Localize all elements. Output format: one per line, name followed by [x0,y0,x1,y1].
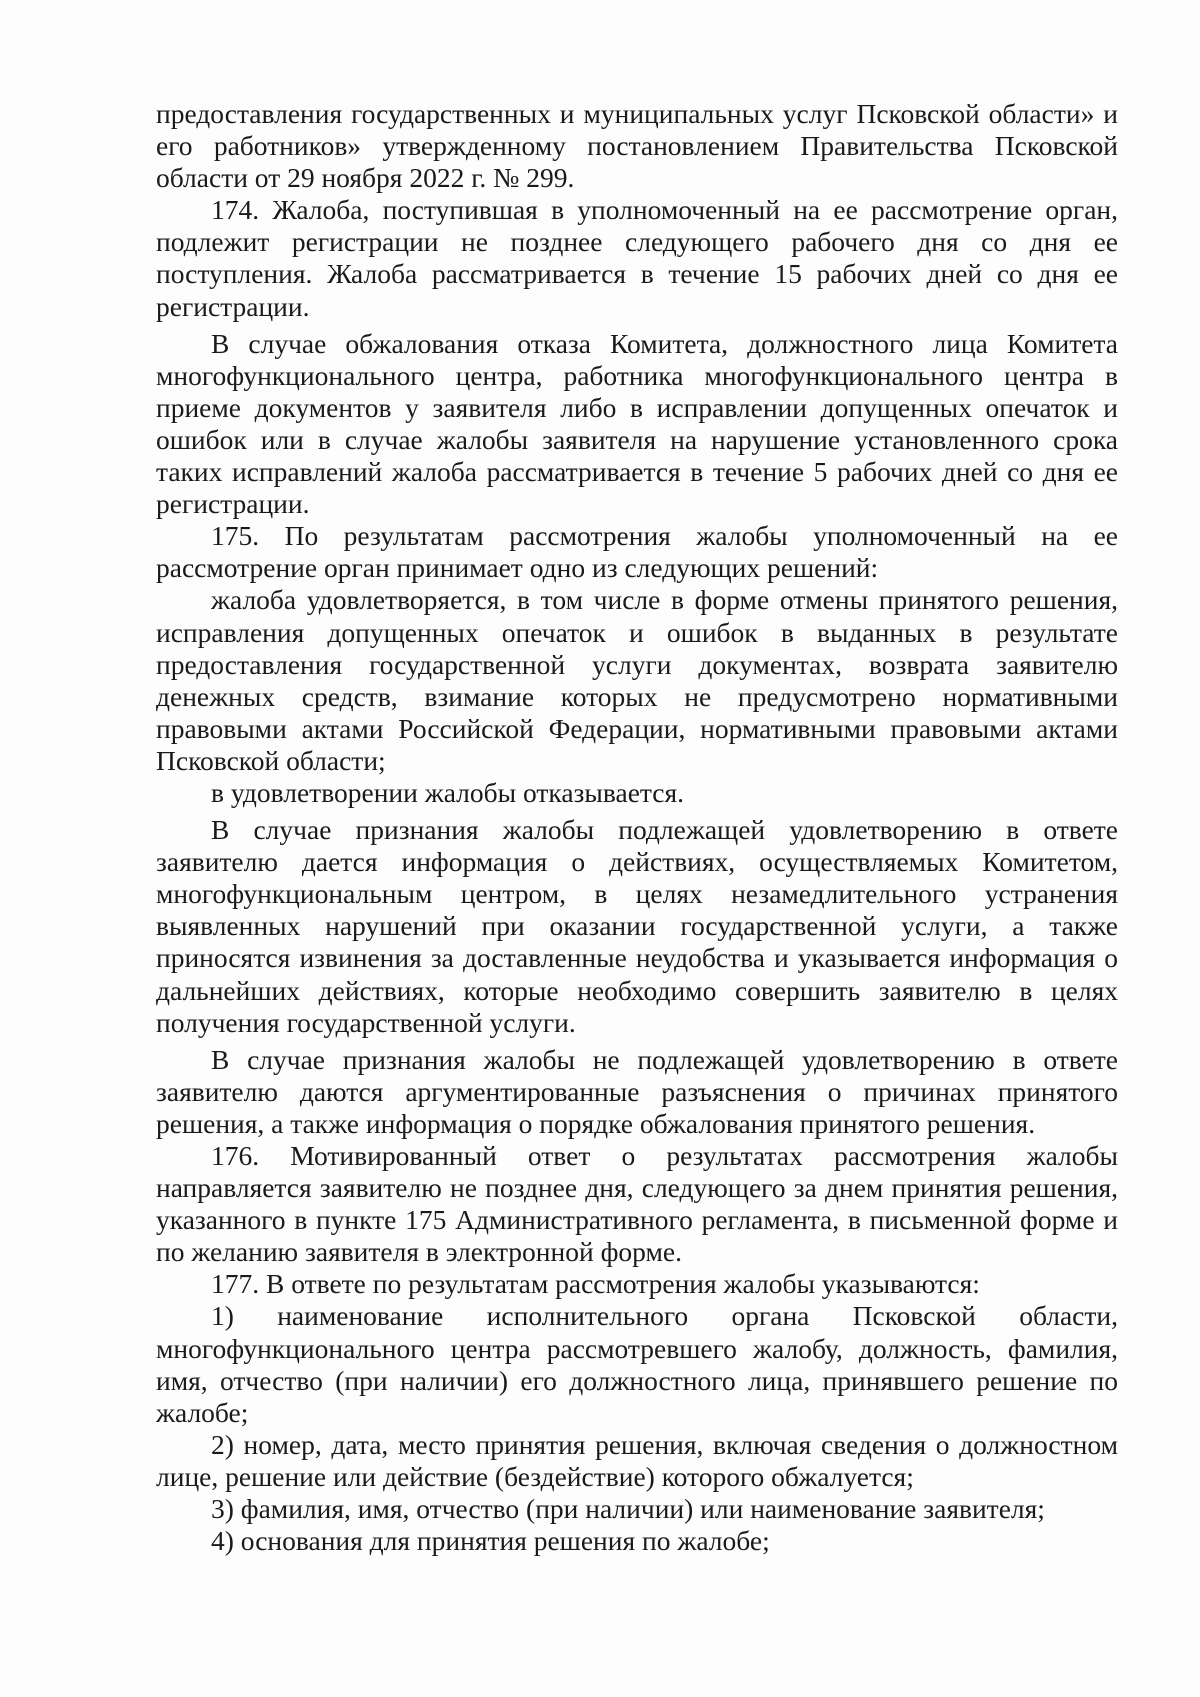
paragraph-item-175: 175. По результатам рассмотрения жалобы уполномоченный на ее рассмотрение орган принимает одно из следующих решений: [156,520,1118,584]
list-item-1: 1) наименование исполнительного органа Псковской области, многофункционального центра рассмотревшего жалобу, должность, фамилия, имя, отчество (при наличии) его должностного лица, принявшего решение по жалобе; [156,1300,1118,1428]
document-body [156,98,1118,1557]
paragraph-item-174: 174. Жалоба, поступившая в уполномоченный на ее рассмотрение орган, подлежит регистрации не позднее следующего рабочего дня со дня ее поступления. Жалоба рассматривается в течение 15 рабочих дней со дня ее регистрации. [156,194,1118,322]
paragraph-if-not-satisfied: В случае признания жалобы не подлежащей удовлетворению в ответе заявителю даются аргументированные разъяснения о причинах принятого решения, а также информация о порядке обжалования принятого решения. [156,1043,1118,1139]
list-item-3: 3) фамилия, имя, отчество (при наличии) или наименование заявителя; [211,1493,1045,1525]
list-item-2: 2) номер, дата, место принятия решения, включая сведения о должностном лице, решение или действие (бездействие) которого обжалуется; [156,1428,1118,1492]
list-item-4: 4) основания для принятия решения по жалобе; [211,1525,770,1557]
paragraph-item-176: 176. Мотивированный ответ о результатах рассмотрения жалобы направляется заявителю не позднее дня, следующего за днем принятия решения, указанного в пункте 175 Административного регламента, в письменной форме и по желанию заявителя в электронной форме. [156,1140,1118,1268]
paragraph-appeal-refusal: В случае обжалования отказа Комитета, должностного лица Комитета многофункционального центра, работника многофункционального центра в приеме документов у заявителя либо в исправлении допущенных опечаток и ошибок или в случае жалобы заявителя на нарушение установленного срока таких исправлений жалоба рассматривается в течение 5 рабочих дней со дня ее регистрации. [156,327,1118,520]
paragraph-complaint-satisfied: жалоба удовлетворяется, в том числе в форме отмены принятого решения, исправления допущенных опечаток и ошибок в выданных в результате предоставления государственной услуги документах, возврата заявителю денежных средств, взимание которых не предусмотрено нормативными правовыми актами Российской Федерации, нормативными правовыми актами Псковской области; [156,584,1118,776]
paragraph-complaint-refused: в удовлетворении жалобы отказывается. [211,776,684,808]
paragraph-continuation: предоставления государственных и муниципальных услуг Псковской области» и его работников» утвержденному постановлением Правительства Псковской области от 29 ноября 2022 г. № 299. [156,98,1118,194]
paragraph-if-satisfied: В случае признания жалобы подлежащей удовлетворению в ответе заявителю дается информация о действиях, осуществляемых Комитетом, многофункциональным центром, в целях незамедлительного устранения выявленных нарушений при оказании государственной услуги, а также приносятся извинения за доставленные неудобства и указывается информация о дальнейших действиях, которые необходимо совершить заявителю в целях получения государственной услуги. [156,814,1118,1038]
paragraph-item-177: 177. В ответе по результатам рассмотрения жалобы указываются: [211,1268,980,1300]
